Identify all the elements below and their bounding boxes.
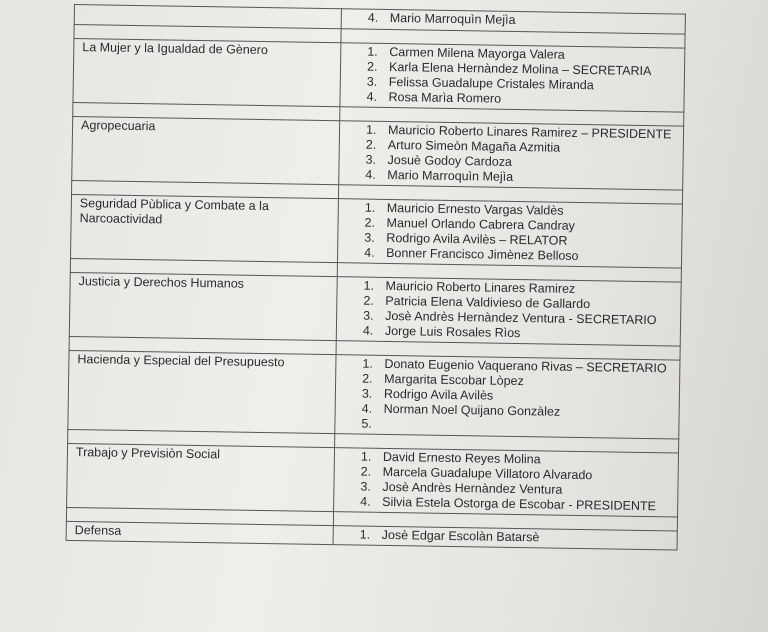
members-cell (333, 526, 677, 550)
member-name: Rodrigo Avila Avilès – RELATOR (386, 230, 568, 248)
members-cell (337, 199, 682, 268)
commission-name: La Mujer y la Igualdad de Gènero (82, 40, 268, 58)
member-number: 4. (366, 89, 378, 104)
commission-name-cell (71, 194, 339, 262)
member-name: Mauricio Roberto Linares Ramirez (385, 278, 576, 296)
commission-row (69, 272, 681, 346)
commission-name-cell (66, 521, 333, 544)
commission-name-cell (69, 272, 337, 340)
member-number: 3. (361, 386, 373, 401)
member-name: Jorge Luis Rosales Rìos (384, 323, 521, 341)
member-name: Karla Elena Hernàndez Molina – SECRETARIA (388, 59, 652, 79)
members-cell (336, 277, 681, 346)
member-number: 2. (366, 59, 378, 74)
member-name: Silvia Estela Ostorga de Escobar - PRESIDENTE (382, 494, 657, 514)
member-number: 2. (360, 464, 372, 479)
commission-name: Agropecuaria (80, 118, 156, 134)
member-name: Josuè Godoy Cardoza (387, 152, 513, 169)
member-number: 4. (367, 10, 379, 25)
member-name: Marcela Guadalupe Villatoro Alvarado (382, 464, 593, 483)
commission-name-cell (68, 350, 336, 433)
member-number: 2. (362, 371, 373, 386)
member-number: 4. (365, 167, 376, 182)
member-name: Mauricio Ernesto Vargas Valdès (386, 200, 564, 218)
commission-name: Trabajo y Previsiòn Social (75, 445, 221, 462)
member-name: Mario Marroquìn Mejìa (387, 167, 514, 184)
member-name: Felissa Guadalupe Cristales Miranda (388, 74, 594, 93)
member-name: Patricia Elena Valdivieso de Gallardo (385, 293, 591, 312)
member-number: 1. (360, 449, 372, 464)
commission-name: Justicia y Derechos Humanos (78, 274, 245, 291)
commission-row (73, 39, 685, 113)
member-number: 1. (363, 278, 375, 293)
member-number: 3. (363, 308, 374, 323)
members-cell (334, 448, 679, 517)
member-number: 4. (360, 494, 371, 509)
commission-name: Hacienda y Especial del Presupuesto (77, 352, 285, 370)
commission-row (71, 194, 683, 268)
member-number: 1. (362, 356, 373, 371)
members-cell (340, 43, 685, 112)
commission-row (68, 350, 680, 439)
commission-name: Defensa (74, 523, 122, 538)
commission-row (72, 116, 684, 190)
commission-name-cell (67, 443, 335, 511)
members-cell (335, 355, 680, 439)
commission-name-cell (73, 39, 341, 107)
member-number: 4. (362, 323, 374, 338)
commission-members-table (66, 4, 686, 551)
member-number: 4. (364, 245, 375, 260)
member-number: 3. (365, 152, 377, 167)
members-cell (339, 121, 684, 190)
member-number: 1. (365, 122, 377, 137)
member-number: 3. (364, 230, 375, 245)
commission-name-cell (72, 116, 340, 184)
member-number: 1. (364, 200, 376, 215)
member-name: Mauricio Roberto Linares Ramirez – PRESIDENTE (387, 122, 672, 142)
member-number: 4. (361, 401, 373, 416)
member-name: Bonner Francisco Jimènez Belloso (386, 245, 579, 263)
member-number: 3. (360, 479, 372, 494)
member-number: 2. (364, 215, 376, 230)
member-name: Josè Edgar Escolàn Batarsè (381, 527, 540, 545)
member-number: 5. (361, 416, 372, 431)
member-number: 2. (365, 137, 377, 152)
member-name: Norman Noel Quijano Gonzàlez (383, 401, 561, 419)
member-number: 3. (366, 74, 378, 89)
table-body (66, 5, 685, 551)
member-name: Carmen Milena Mayorga Valera (389, 44, 565, 62)
member-item (360, 528, 673, 548)
member-number: 1. (367, 44, 378, 59)
member-name: Margarita Escobar Lòpez (384, 371, 524, 389)
member-name: Donato Eugenio Vaquerano Rivas – SECRETARIO (384, 356, 667, 376)
commission-table-sheet (66, 4, 686, 551)
member-name: Josè Andrès Hernàndez Ventura (382, 479, 563, 497)
commission-row (67, 443, 679, 517)
member-number: 1. (359, 527, 371, 542)
member-name: David Ernesto Reyes Molina (382, 449, 541, 467)
member-name: Josè Andrès Hernàndez Ventura - SECRETARIO (385, 308, 657, 328)
member-name: Arturo Simeòn Magaña Azmitia (387, 137, 561, 155)
member-name: Mario Marroquìn Mejìa (389, 10, 516, 27)
commission-name: Seguridad Pùblica y Combate a la Narcoactividad (79, 196, 269, 227)
member-item (368, 11, 681, 31)
member-name: Manuel Orlando Cabrera Candray (386, 215, 575, 233)
member-name: Rosa Marìa Romero (388, 89, 502, 106)
member-number: 2. (363, 293, 374, 308)
member-name: Rodrigo Avila Avilès (383, 386, 494, 403)
